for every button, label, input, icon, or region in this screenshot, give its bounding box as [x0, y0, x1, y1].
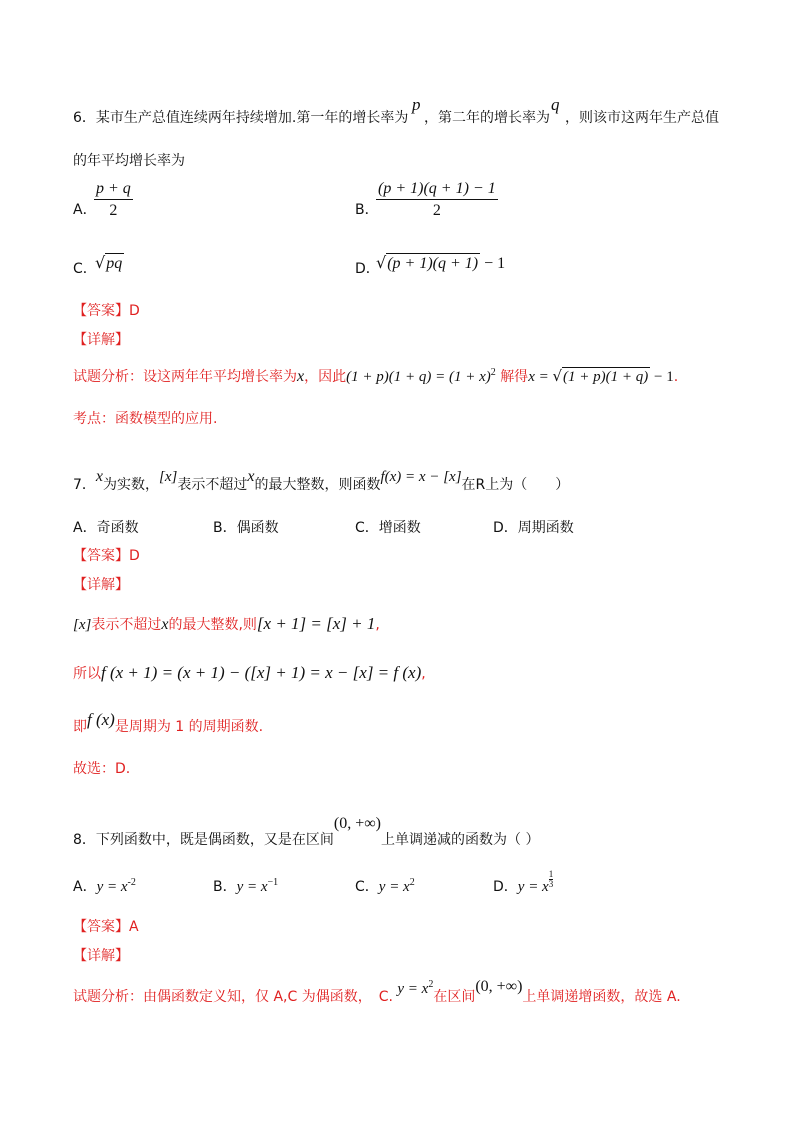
q6-option-c-label: C． — [73, 261, 97, 277]
q6-analysis-text-c: 解得 — [500, 369, 529, 385]
q7-stem: 7．x为实数，[x]表示不超过x的最大整数，则函数f(x) = x − [x]在R上为（ ） — [73, 468, 570, 493]
q8-analysis-eq: $y = x^2$ — [397, 979, 434, 997]
q6-option-a-numerator: p + q — [94, 181, 133, 200]
q8-option-d-exponent: $\frac{1}{3}$ — [548, 869, 554, 889]
q7-function: f(x) = x − [x] — [380, 469, 462, 485]
q6-analysis: 试题分析：设这两年年平均增长率为x，因此$(1 + p)(1 + q) = (1 + x)^2$ 解得x = √(1 + p)(1 + q) − 1. — [73, 367, 679, 385]
q8-answer: 【答案】A — [73, 919, 139, 935]
q8-analysis: 试题分析：由偶函数定义知，仅 A,C 为偶函数， C. $y = x^2$在区间(0, +∞)上单调递增函数，故选 A. — [73, 978, 681, 1005]
q6-q-variable: q — [551, 95, 560, 114]
q6-stem-line1c: ，则该市这两年生产总值 — [565, 110, 719, 126]
q6-analysis-text-b: ，因此 — [304, 369, 347, 385]
q7-option-b: B．偶函数 — [213, 520, 279, 536]
q6-option-c-expression — [95, 255, 124, 272]
q6-option-c-radicand: pq — [106, 255, 123, 272]
sqrt-icon: √ — [552, 367, 563, 385]
q6-option-a-denominator: 2 — [109, 202, 118, 219]
q6-analysis-text-a: 试题分析：设这两年年平均增长率为 — [73, 369, 297, 385]
q8-option-a: A．$y = x^{-2}$ — [73, 877, 136, 895]
q6-option-d-tail: − 1 — [480, 255, 506, 272]
q6-stem-line1b: ，第二年的增长率为 — [424, 110, 550, 126]
q7-detail-line1: [x]表示不超过x的最大整数,则[x + 1] = [x] + 1, — [73, 614, 380, 633]
q8-option-c: C．$y = x^2$ — [355, 877, 415, 895]
q6-option-b-denominator: 2 — [432, 202, 441, 219]
q7-x-variable: x — [95, 468, 104, 485]
q6-stem-line2: 的年平均增长率为 — [73, 153, 185, 169]
q8-stem: 8．下列函数中，既是偶函数，又是在区间(0, +∞)上单调递减的函数为（ ） — [73, 815, 540, 848]
q6-analysis-eq2: x = √(1 + p)(1 + q) − 1 — [528, 367, 674, 385]
q6-answer: 【答案】D — [73, 303, 140, 319]
q7-detail-heading: 【详解】 — [73, 577, 129, 593]
q7-detail-line3: 即f (x)是周期为 1 的周期函数. — [73, 710, 264, 735]
q6-option-b-fraction — [376, 181, 498, 219]
q6-kaodian: 考点：函数模型的应用. — [73, 411, 218, 427]
q8-option-d: D．y = x $\frac{1}{3}$ — [493, 869, 554, 895]
q6-p-variable: p — [412, 95, 421, 114]
q7-conclusion: 故选：D. — [73, 761, 131, 777]
q8-interval: (0, +∞) — [333, 815, 381, 832]
q6-option-d-expression — [376, 255, 505, 272]
sqrt-icon: √ — [95, 253, 106, 272]
q6-option-b-label: B． — [355, 202, 379, 218]
q6-option-d-label: D． — [355, 261, 380, 277]
q7-option-a: A．奇函数 — [73, 520, 139, 536]
q6-analysis-eq1: $(1 + p)(1 + q) = (1 + x)^2$ — [346, 367, 496, 385]
q7-option-c: C．增函数 — [355, 520, 421, 536]
q7-option-d: D．周期函数 — [493, 520, 574, 536]
q6-option-d-radicand: (p + 1)(q + 1) — [387, 255, 479, 272]
q7-floor-x: [x] — [159, 469, 178, 485]
q7-periodic-identity: f (x + 1) = (x + 1) − ([x] + 1) = x − [x] = f (x) — [101, 663, 422, 682]
q7-detail-line2: 所以f (x + 1) = (x + 1) − ([x] + 1) = x − [x] = f (x), — [73, 663, 426, 682]
q8-option-b: B．$y = x^{-1}$ — [213, 877, 279, 895]
q7-answer: 【答案】D — [73, 548, 140, 564]
q6-option-b-numerator: (p + 1)(q + 1) − 1 — [376, 181, 498, 200]
q8-detail-heading: 【详解】 — [73, 948, 129, 964]
q6-option-a-fraction — [94, 181, 133, 219]
sqrt-icon: √ — [376, 253, 387, 272]
q6-detail-heading: 【详解】 — [73, 332, 129, 348]
q7-floor-identity: [x + 1] = [x] + 1 — [256, 614, 376, 633]
q6-analysis-x: x — [297, 368, 305, 385]
q6-option-a-label: A． — [73, 202, 97, 218]
q7-x-variable-2: x — [247, 468, 255, 485]
q6-stem-line1: 6．某市生产总值连续两年持续增加.第一年的增长率为 — [73, 110, 409, 126]
